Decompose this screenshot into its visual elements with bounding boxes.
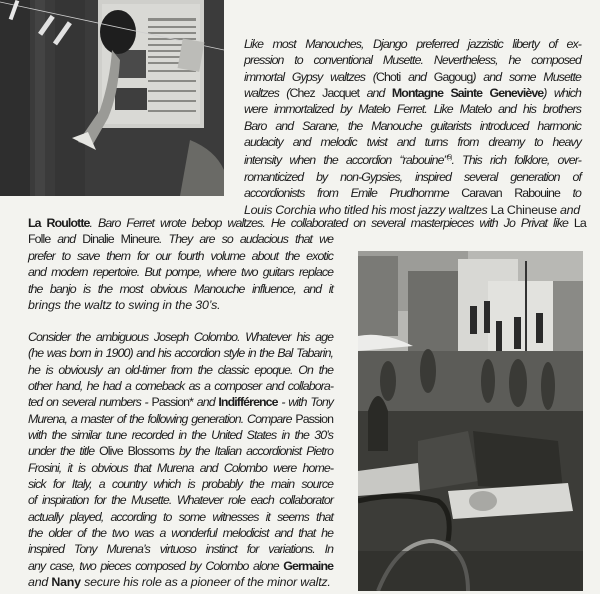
text-run: actually played, according to some witnesses it seems that	[28, 509, 334, 524]
text-run: brings the waltz to swing in the 30’s.	[28, 298, 221, 313]
text-line	[28, 492, 333, 508]
text-run: of inspiration for the Musette. Whatever role each collaborator	[28, 493, 334, 508]
text-line	[28, 427, 333, 443]
text-line	[28, 476, 333, 492]
text-run: under the title	[28, 444, 100, 459]
text-line	[28, 329, 333, 345]
text-run: he is obviously an old-timer from the classic epoque. On the	[28, 362, 334, 377]
tune-title: Chez Jacquet	[289, 86, 360, 101]
text-run: . They are so audacious that we	[159, 232, 334, 247]
bold-title: Nany	[51, 575, 81, 590]
text-run: the older of the two was a wonderful melodicist and that he	[28, 526, 334, 541]
text-run: accordionists from Emile Prudhomme	[244, 186, 462, 201]
bold-title: Montagne Sainte Geneviève	[391, 86, 544, 101]
text-run: ) and some Musette	[472, 69, 581, 84]
text-run: . Baro Ferret wrote bebop waltzes. He collaborated on several masterpieces with Jo Privat like	[89, 216, 574, 230]
tune-title: Passion	[295, 411, 334, 426]
text-line	[28, 297, 333, 313]
text-run: Baro and Sarane, the Manouche guitarists introduced harmonic	[244, 118, 581, 133]
text-run: (he was born in 1900) and his accordion style in the Bal Tabarin,	[28, 346, 334, 361]
tune-title: La Chineuse	[490, 202, 557, 217]
text-line	[244, 85, 581, 101]
tune-title: Caravan Rabouine	[461, 186, 560, 201]
text-run: and	[28, 575, 52, 590]
text-line	[244, 69, 581, 85]
text-run: and	[50, 232, 83, 247]
text-run: - with Tony	[277, 395, 334, 410]
text-run: and modern repertoire. But pompe, where two guitars replace	[28, 265, 334, 280]
text-run: Frosini, it is obvious that Murena and Colombo were home-	[28, 460, 334, 475]
text-line	[28, 443, 333, 459]
tune-title: Folle	[28, 232, 51, 247]
paragraph-django-waltzes	[244, 36, 581, 218]
text-run: were immortalized by Matelo Ferret. Like Matelo and his brothers	[244, 102, 581, 117]
text-run: secure his role as a pioneer of the minor waltz.	[80, 575, 331, 590]
text-run: ted on several numbers -	[28, 395, 152, 410]
text-run: waltzes (	[244, 86, 290, 101]
text-line	[28, 541, 333, 557]
text-run: Like most Manouches, Django preferred jazzistic liberty of ex-	[244, 37, 581, 51]
text-run: intensity when the accordion “rabouine”	[244, 153, 447, 168]
text-line	[244, 169, 581, 185]
text-run: and	[400, 69, 434, 84]
text-line	[28, 574, 333, 590]
text-run: . This rich folklore, over-	[451, 153, 581, 168]
text-run: audacity and melodic twist and turns from dreamy to heavy	[244, 135, 581, 150]
text-run: and	[359, 86, 392, 101]
text-run: inspired Tony Murena’s virtuoso instinct for variations. In	[28, 542, 334, 557]
text-run: sick for Italy, a country which is probably the main source	[28, 477, 334, 492]
text-line	[28, 378, 333, 394]
text-line	[28, 281, 333, 297]
tune-title: Passion*	[151, 395, 194, 410]
tune-title: Gagoug	[433, 69, 473, 84]
text-line	[28, 362, 333, 378]
bold-title: Indifférence	[218, 395, 278, 410]
text-line	[244, 101, 581, 117]
photo-trumpet-newspaper	[0, 0, 224, 196]
text-line	[28, 558, 333, 574]
text-line	[244, 118, 581, 134]
text-run: with the similar tune recorded in the United States in the 30’s	[28, 428, 334, 443]
text-run: other hand, he had a comeback as a composer and collabora-	[28, 379, 334, 394]
bold-title: La Roulotte	[28, 216, 90, 230]
text-run: Murena, a master of the following generation. Compare	[28, 411, 296, 426]
paragraph-joseph-colombo	[28, 329, 333, 591]
text-line	[28, 231, 333, 247]
text-line	[244, 134, 581, 150]
tune-title: Dinalie Mineure	[82, 232, 160, 247]
text-run: immortal Gypsy waltzes (	[244, 69, 377, 84]
tune-title: Choti	[376, 69, 401, 84]
text-run: by the Italian accordionist Pietro	[174, 444, 334, 459]
tune-title: La	[573, 216, 586, 230]
text-line	[28, 509, 333, 525]
text-run: and	[556, 202, 580, 217]
text-line	[244, 150, 581, 168]
text-line	[28, 460, 333, 476]
text-line	[28, 525, 333, 541]
text-run: pression to conventional Musette. Nevertheless, he composed	[244, 53, 581, 68]
photo-flea-market-street-icon	[358, 251, 583, 591]
text-line	[28, 394, 333, 410]
text-line	[28, 411, 333, 427]
text-run: romanticized by non-Gypsies, inspired several generation of	[244, 169, 581, 184]
text-line	[28, 215, 586, 231]
text-run: to	[559, 186, 581, 201]
text-run: Louis Corchia who titled his most jazzy waltzes	[244, 202, 491, 217]
bold-title: Germaine	[283, 558, 334, 573]
photo-trumpet-newspaper-icon	[0, 0, 224, 196]
tune-title: Olive Blossoms	[99, 444, 175, 459]
text-run: and	[193, 395, 219, 410]
text-line	[28, 248, 333, 264]
footnote-ref: (5)	[446, 155, 452, 162]
text-run: the banjo is the most obvious Manouche influence, and it	[28, 281, 334, 296]
text-run: ) which	[543, 86, 581, 101]
paragraph-pompe-swing	[28, 248, 333, 313]
text-line	[244, 185, 581, 201]
text-run: prefer to save them for our fourth volume about the exotic	[28, 249, 334, 263]
text-line	[28, 264, 333, 280]
paragraph-django-waltzes-continuation	[28, 215, 586, 248]
text-run: any case, two pieces composed by Colombo alone	[28, 558, 284, 573]
text-line	[244, 52, 581, 68]
text-line	[244, 36, 581, 52]
photo-flea-market-street	[358, 251, 583, 591]
text-line	[28, 345, 333, 361]
text-run: Consider the ambiguous Joseph Colombo. Whatever his age	[28, 330, 334, 344]
